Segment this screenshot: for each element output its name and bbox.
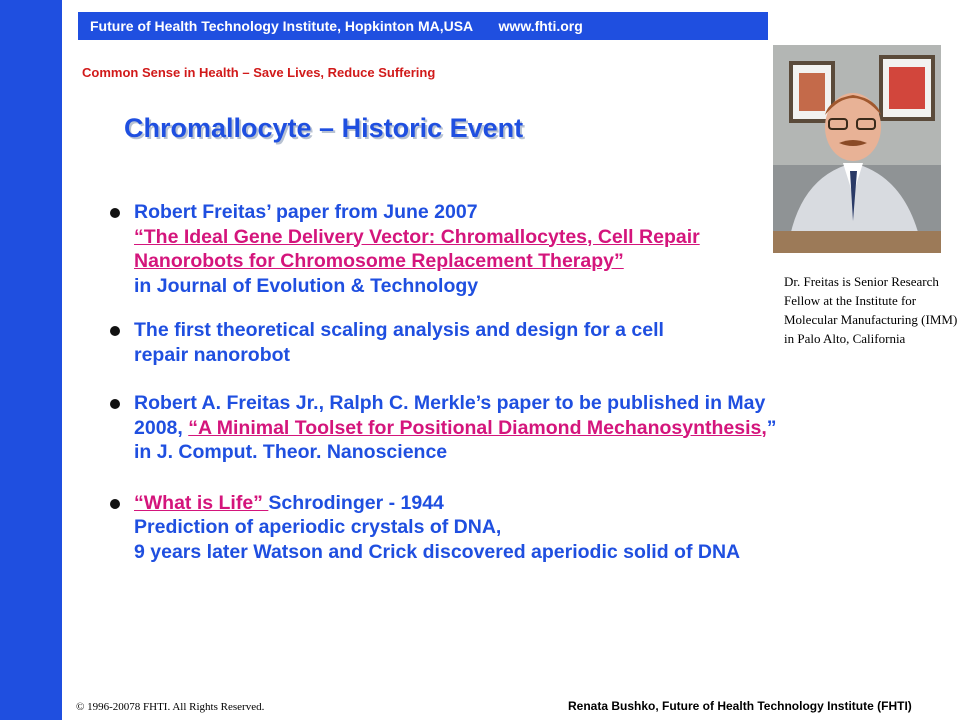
header-banner	[78, 12, 768, 40]
footer-copyright: © 1996-20078 FHTI. All Rights Reserved.	[76, 701, 265, 713]
bullet-item-scaling-analysis	[106, 318, 694, 367]
portrait-illustration	[773, 45, 941, 253]
bullet-text: ” in J. Comput. Theor. Nanoscience	[134, 416, 777, 463]
book-link-what-is-life[interactable]: “What is Life”	[134, 491, 269, 514]
bullet-text: Robert A. Freitas Jr., Ralph C. Merkle’s paper to be published in May 2008,	[134, 392, 766, 439]
bullet-list	[106, 200, 786, 564]
portrait-photo	[773, 45, 941, 253]
bullet-dot	[110, 326, 120, 336]
paper-link-chromallocytes[interactable]: “The Ideal Gene Delivery Vector: Chromallocytes, Cell Repair Nanorobots for Chromosome Replacement Therapy”	[134, 225, 700, 272]
bullet-text: Schrodinger - 1944	[268, 491, 444, 514]
bullet-item-freitas-paper	[106, 200, 786, 298]
paper-link-mechanosynthesis[interactable]: “A Minimal Toolset for Positional Diamond Mechanosynthesis,	[188, 416, 767, 439]
bullet-item-merkle-paper	[106, 391, 786, 465]
bullet-dot	[110, 499, 120, 509]
left-accent-bar	[0, 0, 62, 720]
bullet-item-what-is-life	[106, 491, 774, 565]
header-institute: Future of Health Technology Institute, Hopkinton MA,USA	[90, 18, 473, 34]
bullet-text: 9 years later Watson and Crick discovered aperiodic solid of DNA	[134, 540, 741, 563]
bullet-text: in Journal of Evolution & Technology	[134, 274, 479, 297]
footer-author: Renata Bushko, Future of Health Technology Institute (FHTI)	[568, 699, 912, 713]
bullet-dot	[110, 399, 120, 409]
slide-title: Chromallocyte – Historic Event	[124, 113, 524, 143]
bullet-dot	[110, 208, 120, 218]
tagline: Common Sense in Health – Save Lives, Reduce Suffering	[82, 65, 436, 80]
photo-caption: Dr. Freitas is Senior Research Fellow at the Institute for Molecular Manufacturing (IMM) in Palo Alto, California	[784, 274, 958, 346]
bullet-text: The first theoretical scaling analysis and design for a cell repair nanorobot	[134, 319, 664, 366]
header-url[interactable]: www.fhti.org	[498, 18, 583, 34]
bullet-text: Robert Freitas’ paper from June 2007	[134, 201, 478, 223]
bullet-text: Prediction of aperiodic crystals of DNA,	[134, 516, 502, 538]
